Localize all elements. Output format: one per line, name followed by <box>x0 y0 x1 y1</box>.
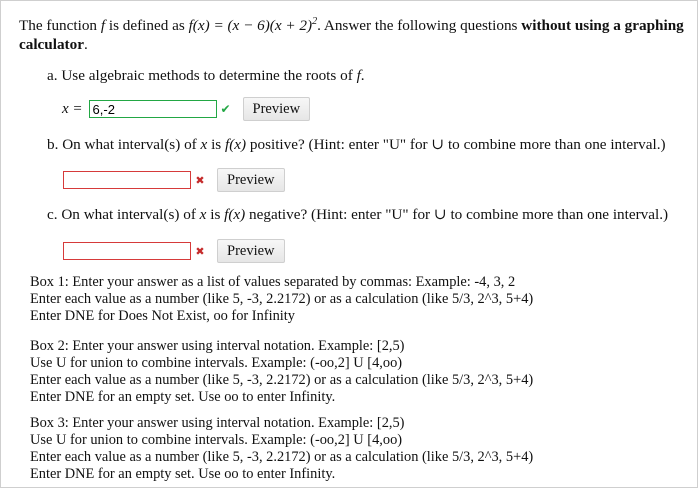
help-line: Enter DNE for an empty set. Use oo to enter Infinity. <box>30 389 336 405</box>
question-a: a. Use algebraic methods to determine the roots of f. <box>47 67 365 84</box>
help-box-3 <box>30 415 533 483</box>
preview-button-c[interactable]: Preview <box>217 239 285 263</box>
help-line: Box 1: Enter your answer as a list of values separated by commas: Example: -4, 3, 2 <box>30 274 516 290</box>
answer-row-a <box>62 97 310 121</box>
answer-row-b <box>63 168 285 192</box>
question-c: c. On what interval(s) of x is f(x) negative? (Hint: enter "U" for ∪ to combine more than one interval.) <box>47 206 669 223</box>
help-line: Enter each value as a number (like 5, -3, 2.2172) or as a calculation (like 5/3, 2^3, 5+4) <box>30 449 534 465</box>
answer-input-c[interactable] <box>63 242 191 260</box>
preview-button-a[interactable]: Preview <box>243 97 311 121</box>
help-line: Enter DNE for Does Not Exist, oo for Infinity <box>30 308 295 324</box>
answer-input-a[interactable] <box>89 100 217 118</box>
question-b: b. On what interval(s) of x is f(x) positive? (Hint: enter "U" for ∪ to combine more than one interval.) <box>47 136 666 153</box>
help-line: Enter each value as a number (like 5, -3, 2.2172) or as a calculation (like 5/3, 2^3, 5+4) <box>30 372 534 388</box>
help-line: Use U for union to combine intervals. Example: (-oo,2] U [4,oo) <box>30 432 403 448</box>
check-icon: ✔ <box>220 102 231 116</box>
help-line: Use U for union to combine intervals. Example: (-oo,2] U [4,oo) <box>30 355 403 371</box>
help-line: Box 2: Enter your answer using interval notation. Example: [2,5) <box>30 338 405 354</box>
cross-icon: ✖ <box>195 244 205 258</box>
help-box-1 <box>30 274 533 325</box>
x-equals-label: x = <box>62 100 83 117</box>
cross-icon: ✖ <box>195 173 205 187</box>
help-line: Enter DNE for an empty set. Use oo to enter Infinity. <box>30 466 336 482</box>
function-formula: $f(x) = (x - 6)(x + 2)^2$ <box>188 16 318 35</box>
answer-row-c <box>63 239 285 263</box>
help-line: Box 3: Enter your answer using interval notation. Example: [2,5) <box>30 415 405 431</box>
preview-button-b[interactable]: Preview <box>217 168 285 192</box>
help-line: Enter each value as a number (like 5, -3, 2.2172) or as a calculation (like 5/3, 2^3, 5+4) <box>30 291 534 307</box>
problem-statement: The function f is defined as $f(x) = (x - 6)(x + 2)^2$. Answer the following questions without using a graphing calculator. <box>19 16 684 54</box>
help-box-2 <box>30 338 533 406</box>
answer-input-b[interactable] <box>63 171 191 189</box>
